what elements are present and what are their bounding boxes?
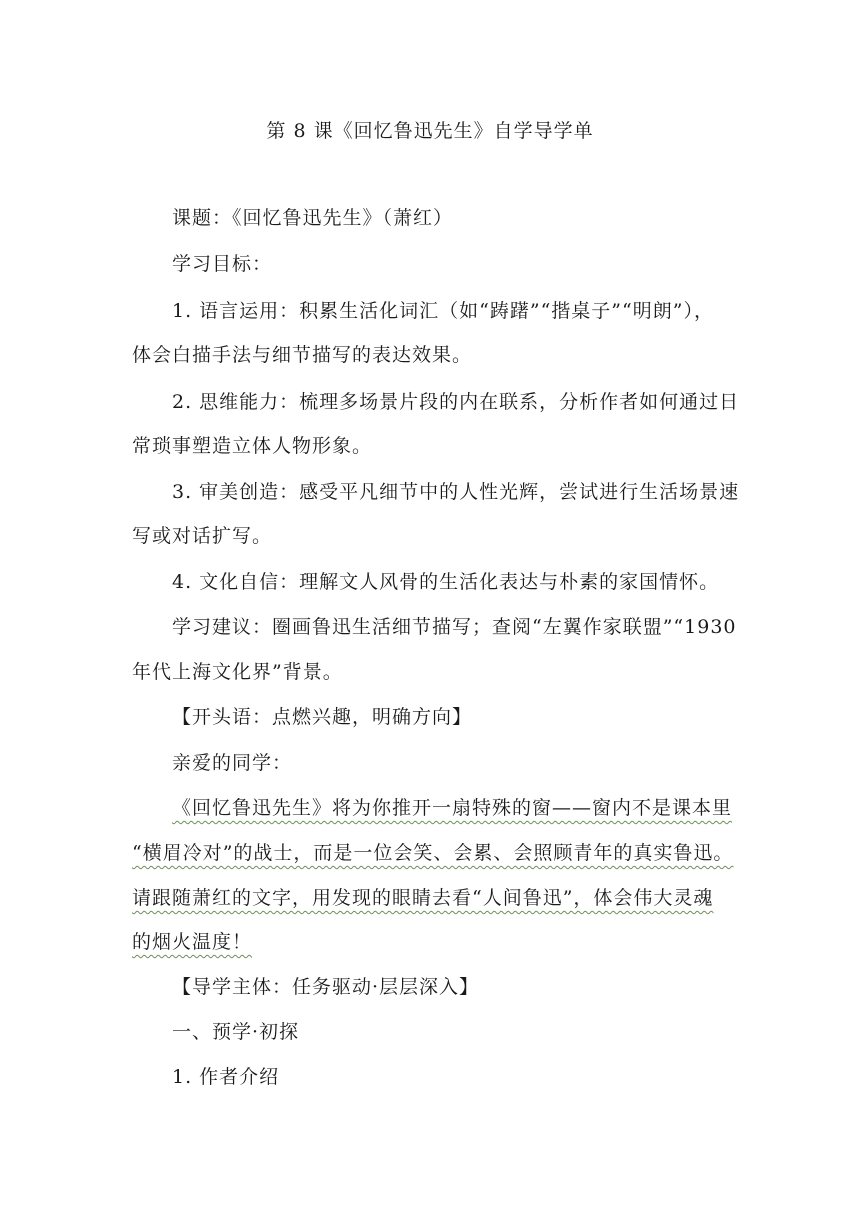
opening-heading: 【开头语：点燃兴趣，明确方向】 xyxy=(172,706,473,728)
intro-line-4: 的烟火温度！ xyxy=(132,931,253,953)
topic-line: 课题：《回忆鲁迅先生》（萧红） xyxy=(172,207,454,229)
goals-heading: 学习目标： xyxy=(172,253,273,275)
goal-2-line-1: 2. 思维能力：梳理多场景片段的内在联系，分析作者如何通过日 xyxy=(172,391,740,413)
goal-1-line-1: 1. 语言运用：积累生活化词汇（如“踌躇”“揩桌子”“明朗”）， xyxy=(172,300,714,322)
intro-line-3: 请跟随萧红的文字，用发现的眼睛去看“人间鲁迅”，体会伟大灵魂 xyxy=(132,887,714,909)
intro-line-1: 《回忆鲁迅先生》将为你推开一扇特殊的窗——窗内不是课本里 xyxy=(172,797,733,819)
goal-2-line-2: 常琐事塑造立体人物形象。 xyxy=(132,435,373,457)
advice-line-1: 学习建议：圈画鲁迅生活细节描写；查阅“左翼作家联盟”“1930 xyxy=(172,616,737,638)
greeting: 亲爱的同学： xyxy=(172,752,293,774)
goal-3-line-2: 写或对话扩写。 xyxy=(132,525,273,547)
item-1-heading: 1. 作者介绍 xyxy=(172,1066,280,1088)
goal-4-line: 4. 文化自信：理解文人风骨的生活化表达与朴素的家国情怀。 xyxy=(172,571,720,593)
advice-line-2: 年代上海文化界”背景。 xyxy=(132,661,343,683)
page-title: 第 8 课《回忆鲁迅先生》自学导学单 xyxy=(266,120,594,142)
section-1-heading: 一、预学·初探 xyxy=(172,1021,300,1043)
goal-1-line-2: 体会白描手法与细节描写的表达效果。 xyxy=(132,344,473,366)
goal-3-line-1: 3. 审美创造：感受平凡细节中的人性光辉，尝试进行生活场景速 xyxy=(172,481,740,503)
main-heading: 【导学主体：任务驱动·层层深入】 xyxy=(172,976,480,998)
intro-line-2: “横眉冷对”的战士，而是一位会笑、会累、会照顾青年的真实鲁迅。 xyxy=(132,842,734,864)
